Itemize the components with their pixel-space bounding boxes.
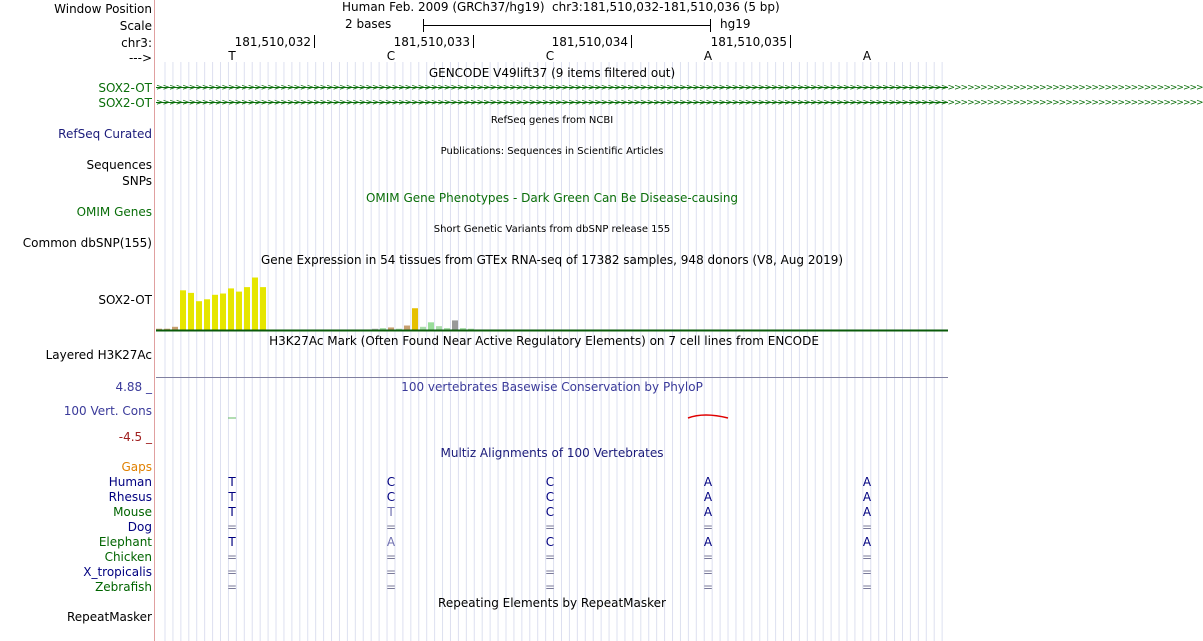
aligned-base: T — [387, 505, 395, 519]
species-label-zebrafish[interactable]: Zebrafish — [95, 580, 152, 594]
gencode-track-title[interactable]: GENCODE V49lift37 (9 items filtered out) — [428, 66, 676, 80]
scale-bar-right-tick — [710, 19, 711, 32]
aligned-base: A — [703, 535, 713, 549]
gtex-bar-chart[interactable] — [156, 266, 948, 332]
h3k27ac-track-title[interactable]: H3K27Ac Mark (Often Found Near Active Regulatory Elements) on 7 cell lines from ENCODE — [269, 334, 819, 348]
phylop-top-line — [156, 377, 948, 378]
reference-base: C — [545, 49, 555, 63]
label-divider — [154, 0, 155, 641]
omim-track-label[interactable]: OMIM Genes — [76, 205, 152, 219]
aligned-base: = — [861, 565, 873, 579]
omim-track-title[interactable]: OMIM Gene Phenotypes - Dark Green Can Be Disease-causing — [365, 191, 739, 205]
aligned-base: = — [861, 520, 873, 534]
snps-track-label[interactable]: SNPs — [122, 174, 152, 188]
gtex-tissue-bar — [196, 301, 202, 330]
chrom-label: chr3: — [121, 36, 152, 50]
gtex-track-label[interactable]: SOX2-OT — [98, 293, 152, 307]
phylop-track-title[interactable]: 100 vertebrates Basewise Conservation by PhyloP — [401, 380, 703, 394]
aligned-base: A — [703, 475, 713, 489]
ruler-tick-label: 181,510,032 — [234, 35, 311, 49]
gencode-item-label-1[interactable]: SOX2-OT — [98, 81, 152, 95]
ruler-tick-mark — [631, 35, 632, 48]
reference-base: T — [228, 49, 236, 63]
gtex-tissue-bar — [244, 287, 250, 330]
aligned-base: = — [544, 565, 556, 579]
species-label-mouse[interactable]: Mouse — [113, 505, 152, 519]
refseq-track-label[interactable]: RefSeq Curated — [58, 127, 152, 141]
aligned-base: C — [545, 505, 555, 519]
aligned-base: = — [226, 550, 238, 564]
gtex-tissue-bar — [412, 308, 418, 330]
aligned-base: = — [226, 580, 238, 594]
aligned-base: A — [862, 475, 872, 489]
gencode-transcript-2[interactable]: >>>>>>>>>>>>>>>>>>>>>>>>>>>>>>>>>>>>>>>>>>>>>>>>>>>>>>>>>>>>>>>>>>>>>>>>>>>>>>>>>>>>>>>>>>>>>>>>>>>>>>>>>>>>>>>>>>>>>>>>>>>>>>>>>>>>>>>>>>>>>>>>>>>>>>>>>>>>>>>> — [156, 98, 1203, 108]
aligned-base: = — [544, 520, 556, 534]
aligned-base: = — [226, 565, 238, 579]
phylop-max-label: 4.88 _ — [115, 380, 152, 394]
aligned-base: = — [226, 520, 238, 534]
reference-base: A — [862, 49, 872, 63]
phylop-track-label[interactable]: 100 Vert. Cons — [63, 404, 152, 418]
aligned-base: A — [703, 505, 713, 519]
gtex-tissue-bar — [260, 287, 266, 330]
gtex-tissue-bar — [228, 288, 234, 330]
gencode-item-label-2[interactable]: SOX2-OT — [98, 96, 152, 110]
h3k27ac-track-label[interactable]: Layered H3K27Ac — [45, 348, 152, 362]
gtex-tissue-bar — [180, 290, 186, 330]
aligned-base: = — [544, 580, 556, 594]
sequences-track-title[interactable]: Publications: Sequences in Scientific Articles — [440, 146, 664, 157]
aligned-base: = — [861, 580, 873, 594]
phylop-min-label: -4.5 _ — [118, 430, 152, 444]
aligned-base: T — [228, 505, 236, 519]
dbsnp-track-title[interactable]: Short Genetic Variants from dbSNP release 155 — [433, 224, 671, 235]
ruler-tick-mark — [473, 35, 474, 48]
refseq-track-title[interactable]: RefSeq genes from NCBI — [490, 115, 614, 126]
scale-bar-left-tick — [423, 19, 424, 32]
multiz-gaps-label: Gaps — [121, 460, 152, 474]
scale-bar — [423, 25, 710, 26]
aligned-base: = — [544, 550, 556, 564]
reference-base: A — [703, 49, 713, 63]
aligned-base: C — [545, 490, 555, 504]
strand-label: ---> — [128, 51, 152, 65]
aligned-base: = — [861, 550, 873, 564]
aligned-base: A — [703, 490, 713, 504]
ruler-tick-label: 181,510,034 — [551, 35, 628, 49]
aligned-base: C — [386, 475, 396, 489]
repeatmasker-track-label[interactable]: RepeatMasker — [66, 610, 152, 624]
aligned-base: C — [545, 535, 555, 549]
aligned-base: A — [862, 505, 872, 519]
scale-label: Scale — [119, 19, 152, 33]
aligned-base: = — [702, 580, 714, 594]
species-label-rhesus[interactable]: Rhesus — [108, 490, 152, 504]
species-label-x_tropicalis[interactable]: X_tropicalis — [83, 565, 152, 579]
aligned-base: = — [702, 520, 714, 534]
reference-base: C — [386, 49, 396, 63]
species-label-elephant[interactable]: Elephant — [98, 535, 152, 549]
gtex-tissue-bar — [436, 326, 442, 330]
gtex-tissue-bar — [212, 295, 218, 330]
ruler-tick-label: 181,510,035 — [710, 35, 787, 49]
sequences-track-label[interactable]: Sequences — [86, 158, 152, 172]
gtex-track-title[interactable]: Gene Expression in 54 tissues from GTEx RNA-seq of 17382 samples, 948 donors (V8, Aug 2019) — [260, 253, 844, 267]
aligned-base: A — [862, 535, 872, 549]
repeatmasker-track-title[interactable]: Repeating Elements by RepeatMasker — [438, 596, 666, 610]
gtex-tissue-bar — [204, 299, 210, 330]
aligned-base: T — [228, 535, 236, 549]
species-label-human[interactable]: Human — [108, 475, 152, 489]
species-label-dog[interactable]: Dog — [127, 520, 152, 534]
gtex-tissue-bar — [252, 278, 258, 330]
position-readout: chr3:181,510,032-181,510,036 (5 bp) — [552, 0, 780, 14]
aligned-base: T — [228, 475, 236, 489]
aligned-base: = — [702, 565, 714, 579]
gtex-tissue-bar — [452, 320, 458, 330]
scale-text: 2 bases — [345, 17, 392, 31]
ruler-tick-mark — [790, 35, 791, 48]
gtex-tissue-bar — [428, 322, 434, 330]
species-label-chicken[interactable]: Chicken — [104, 550, 152, 564]
window-position-label: Window Position — [54, 2, 152, 16]
aligned-base: = — [385, 565, 397, 579]
aligned-base: = — [702, 550, 714, 564]
assembly-title: Human Feb. 2009 (GRCh37/hg19) — [342, 0, 545, 14]
aligned-base: A — [862, 490, 872, 504]
gtex-tissue-bar — [220, 294, 226, 330]
gtex-tissue-bar — [236, 292, 242, 330]
phylop-signal[interactable] — [156, 408, 948, 422]
dbsnp-track-label[interactable]: Common dbSNP(155) — [22, 236, 152, 250]
aligned-base: = — [385, 550, 397, 564]
aligned-base: C — [386, 490, 396, 504]
aligned-base: = — [385, 580, 397, 594]
gtex-tissue-bar — [188, 293, 194, 330]
gtex-tissue-bar — [404, 326, 410, 330]
multiz-track-title[interactable]: Multiz Alignments of 100 Vertebrates — [440, 446, 664, 460]
ruler-tick-mark — [314, 35, 315, 48]
gencode-transcript-1[interactable]: >>>>>>>>>>>>>>>>>>>>>>>>>>>>>>>>>>>>>>>>>>>>>>>>>>>>>>>>>>>>>>>>>>>>>>>>>>>>>>>>>>>>>>>>>>>>>>>>>>>>>>>>>>>>>>>>>>>>>>>>>>>>>>>>>>>>>>>>>>>>>>>>>>>>>>>>>>>>>>>> — [156, 83, 1203, 93]
aligned-base: = — [385, 520, 397, 534]
aligned-base: A — [386, 535, 396, 549]
aligned-base: C — [545, 475, 555, 489]
aligned-base: T — [228, 490, 236, 504]
ruler-tick-label: 181,510,033 — [393, 35, 470, 49]
db-name: hg19 — [720, 17, 751, 31]
